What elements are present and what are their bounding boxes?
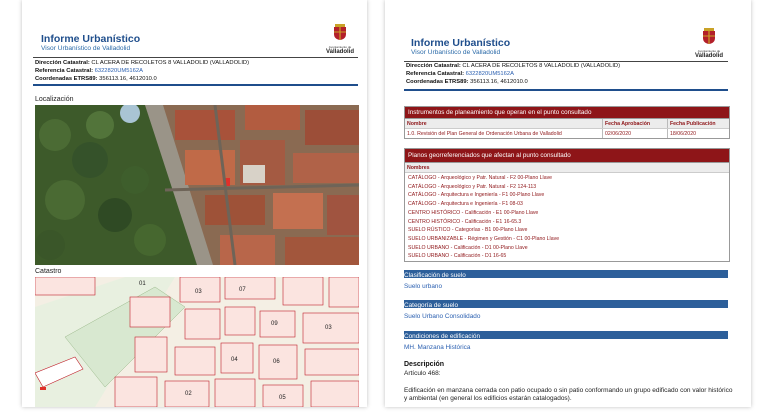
- table-row: 1.0. Revisión del Plan General de Ordenación Urbana de Valladolid 02/06/2020 18/06/2020: [405, 128, 729, 138]
- report-page-left: [22, 0, 367, 407]
- logo-name: Valladolid: [325, 49, 354, 55]
- header-divider: [33, 57, 358, 58]
- aerial-photo: [35, 105, 359, 265]
- svg-text:07: 07: [239, 287, 246, 293]
- articulo-label: Artículo 468:: [404, 370, 441, 377]
- planos-title: Planos georreferenciados que afectan al punto consultado: [405, 149, 729, 162]
- report-subtitle: Visor Urbanístico de Valladolid: [41, 45, 131, 52]
- svg-text:03: 03: [325, 325, 332, 331]
- coordenadas-line: Coordenadas ETRS89: 356113.16, 4612010.0: [35, 76, 157, 82]
- planos-header-row: Nombres: [405, 162, 729, 172]
- report-page-right: [385, 0, 751, 407]
- clasificacion-value: Suelo urbano: [404, 283, 443, 290]
- clasificacion-label: Clasificación de suelo: [404, 272, 466, 279]
- planos-list: [405, 172, 729, 261]
- logo-name: Valladolid: [694, 53, 723, 59]
- info-divider: [404, 89, 728, 91]
- cadastral-map: [35, 277, 359, 407]
- referencia-line: Referencia Catastral: 6322820UM5162A: [35, 68, 143, 74]
- svg-text:03: 03: [195, 289, 202, 295]
- coat-of-arms-icon: [333, 24, 347, 40]
- valladolid-logo: [691, 28, 727, 60]
- instrumentos-table: [404, 106, 730, 139]
- list-item: CATÁLOGO - Arquitectura e Ingeniería - F1 08-03: [408, 201, 523, 208]
- report-title: Informe Urbanístico: [41, 33, 141, 45]
- categoria-label: Categoría de suelo: [404, 302, 459, 309]
- list-item: CATÁLOGO - Arqueológico y Patr. Natural - F2 124-113: [408, 183, 537, 190]
- report-title: Informe Urbanístico: [411, 37, 511, 49]
- categoria-value: Suelo Urbano Consolidado: [404, 313, 481, 320]
- coordenadas-line: Coordenadas ETRS89: 356113.16, 4612010.0: [406, 79, 528, 85]
- report-subtitle: Visor Urbanístico de Valladolid: [411, 49, 501, 56]
- referencia-link[interactable]: 6322820UM5162A: [465, 71, 514, 77]
- svg-text:06: 06: [273, 359, 280, 365]
- svg-text:04: 04: [231, 357, 238, 363]
- instrumentos-header-row: Nombre Fecha Aprobación Fecha Publicación: [405, 118, 729, 128]
- localizacion-label: Localización: [35, 96, 74, 103]
- list-item: CENTRO HISTÓRICO - Calificación - E1 16-65.3: [408, 218, 522, 225]
- logo-caption: Ayuntamiento de: [328, 45, 352, 49]
- catastro-label: Catastro: [35, 268, 62, 275]
- logo-caption: Ayuntamiento de: [697, 49, 721, 53]
- list-item: SUELO URBANIZABLE - Régimen y Gestión - C1 00-Plano Llave: [408, 235, 560, 242]
- descripcion-heading: Descripción: [404, 361, 445, 368]
- info-divider: [33, 84, 358, 86]
- list-item: CATÁLOGO - Arqueológico y Patr. Natural - F2 00-Plano Llave: [408, 175, 553, 181]
- svg-text:01: 01: [139, 281, 146, 287]
- direccion-line: Dirección Catastral: CL ACERA DE RECOLETOS 8 VALLADOLID (VALLADOLID): [406, 63, 621, 69]
- list-item: SUELO URBANO - Calificación - D1 16-65: [408, 253, 507, 260]
- list-item: SUELO URBANO - Calificación - D1 00-Plano Llave: [408, 244, 528, 251]
- planos-table: [404, 148, 730, 262]
- list-item: SUELO RÚSTICO - Categorías - B1 00-Plano Llave: [408, 227, 528, 234]
- svg-text:05: 05: [279, 395, 286, 401]
- referencia-link[interactable]: 6322820UM5162A: [94, 68, 143, 74]
- list-item: CENTRO HISTÓRICO - Calificación - E1 00-Plano Llave: [408, 209, 539, 216]
- svg-text:09: 09: [271, 321, 278, 327]
- descripcion-text: Edificación en manzana cerrada con patio ocupado o sin patio conformando un grupo edificado con valor histórico y ambiental (en general los edificios estarán catalogados).: [404, 387, 733, 402]
- condiciones-value: MH. Manzana Histórica: [404, 344, 471, 351]
- list-item: CATÁLOGO - Arquitectura e Ingeniería - F1 00-Plano Llave: [408, 192, 545, 199]
- svg-text:02: 02: [185, 391, 192, 397]
- referencia-line: Referencia Catastral: 6322820UM5162A: [406, 71, 514, 77]
- coat-of-arms-icon: [702, 28, 716, 44]
- valladolid-logo: [322, 24, 358, 56]
- condiciones-label: Condiciones de edificación: [404, 333, 481, 340]
- instrumentos-title: Instrumentos de planeamiento que operan en el punto consultado: [405, 107, 729, 118]
- direccion-line: Dirección Catastral: CL ACERA DE RECOLETOS 8 VALLADOLID (VALLADOLID): [35, 60, 250, 66]
